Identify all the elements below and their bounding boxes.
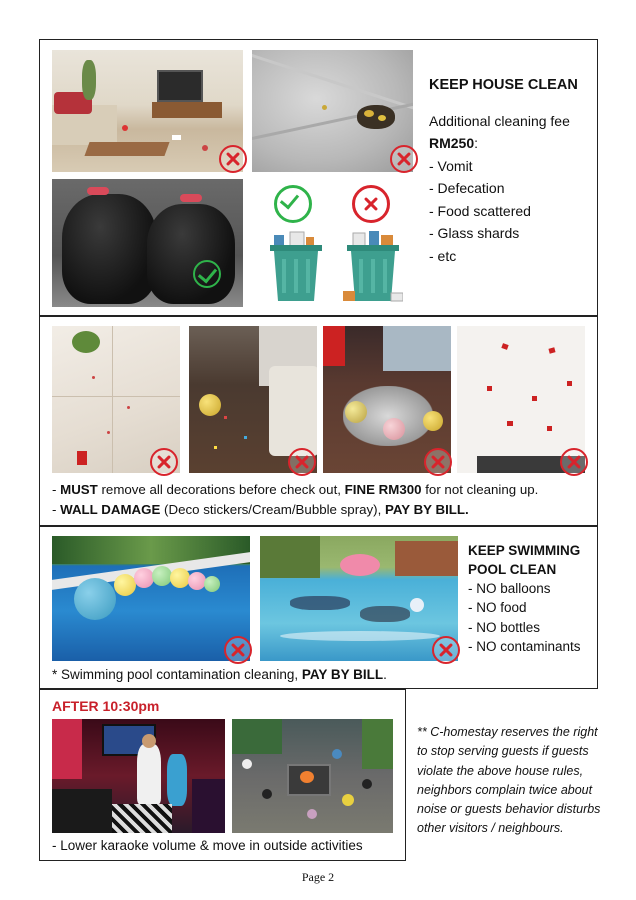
pay-by-bill-text: PAY BY BILL. bbox=[384, 502, 469, 517]
cleaning-fee-amount bbox=[429, 133, 478, 153]
rule-text: remove all decorations before check out, bbox=[97, 482, 345, 497]
pool-note-line bbox=[52, 665, 387, 685]
fee-label: Additional cleaning fee bbox=[429, 113, 570, 129]
trash-bin-icon bbox=[268, 229, 324, 305]
notice-line: neighbors complain twice about bbox=[417, 782, 593, 797]
cleaning-fee-line bbox=[429, 111, 570, 131]
bullet: - bbox=[52, 482, 61, 497]
notice-line: to stop serving guests if guests bbox=[417, 744, 589, 759]
list-item: - Vomit bbox=[429, 158, 473, 174]
list-item: - Food scattered bbox=[429, 203, 531, 219]
prohibited-cross-icon bbox=[219, 145, 247, 173]
pool-note-text: * Swimming pool contamination cleaning, bbox=[52, 667, 302, 682]
prohibited-cross-icon bbox=[150, 448, 178, 476]
wall-damage-rule-line bbox=[52, 500, 469, 520]
decorations-rule-line bbox=[52, 480, 538, 500]
bin-correct-illustration bbox=[268, 185, 324, 305]
fee-colon: : bbox=[474, 135, 479, 151]
photo-garbage-bags bbox=[52, 179, 243, 307]
prohibited-cross-icon bbox=[560, 448, 588, 476]
fine-text: FINE RM300 bbox=[344, 482, 422, 497]
notice-line: other visitors / neighbours. bbox=[417, 821, 564, 836]
photo-karaoke-room bbox=[52, 719, 225, 833]
must-text: MUST bbox=[60, 482, 98, 497]
photo-outdoor-gathering bbox=[232, 719, 393, 833]
overflowing-bin-icon bbox=[343, 229, 403, 305]
list-item: - NO food bbox=[468, 600, 527, 615]
bullet: - bbox=[52, 502, 61, 517]
cross-circle-icon bbox=[352, 185, 390, 223]
list-item: - etc bbox=[429, 248, 457, 264]
after-hours-title: AFTER 10:30pm bbox=[52, 698, 160, 714]
after-hours-caption: - Lower karaoke volume & move in outside activities bbox=[52, 838, 363, 853]
page-number: Page 2 bbox=[301, 870, 335, 884]
check-circle-icon bbox=[274, 185, 312, 223]
section-title: KEEP HOUSE CLEAN bbox=[429, 77, 578, 93]
prohibited-cross-icon bbox=[288, 448, 316, 476]
allowed-check-icon bbox=[193, 260, 221, 288]
prohibited-cross-icon bbox=[390, 145, 418, 173]
pay-by-bill-text: PAY BY BILL bbox=[301, 667, 384, 682]
prohibited-cross-icon bbox=[424, 448, 452, 476]
notice-line: noise or guests behavior disturbs bbox=[417, 802, 601, 817]
prohibited-cross-icon bbox=[224, 636, 252, 664]
pool-note-end: . bbox=[383, 667, 387, 682]
prohibited-cross-icon bbox=[432, 636, 460, 664]
photo-pool-balloons bbox=[52, 536, 250, 661]
fee-amount: RM250 bbox=[429, 135, 475, 151]
pool-title-line2: POOL CLEAN bbox=[468, 562, 557, 577]
photo-dirty-pool bbox=[260, 536, 458, 661]
rule-text: (Deco stickers/Cream/Bubble spray), bbox=[160, 502, 385, 517]
notice-line: ** C-homestay reserves the right bbox=[417, 725, 598, 739]
list-item: - NO balloons bbox=[468, 581, 551, 596]
photo-messy-living-room bbox=[52, 50, 243, 172]
list-item: - NO contaminants bbox=[468, 639, 581, 654]
rule-end-text: for not cleaning up. bbox=[421, 482, 539, 497]
pool-title-line1: KEEP SWIMMING bbox=[468, 543, 581, 558]
notice-line: violate the above house rules, bbox=[417, 763, 584, 778]
wall-damage-text: WALL DAMAGE bbox=[60, 502, 161, 517]
photo-vomit-on-sheet bbox=[252, 50, 413, 172]
list-item: - Glass shards bbox=[429, 225, 520, 241]
bin-wrong-illustration bbox=[343, 185, 403, 305]
list-item: - Defecation bbox=[429, 180, 505, 196]
house-rules-notice bbox=[417, 723, 600, 839]
list-item: - NO bottles bbox=[468, 620, 541, 635]
